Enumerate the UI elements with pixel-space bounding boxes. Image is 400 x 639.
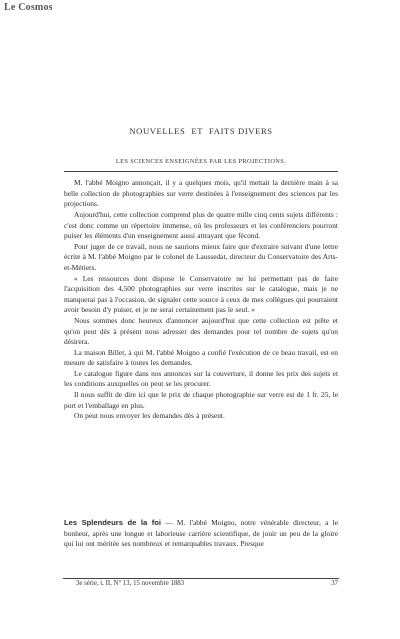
splendeurs-lead: Les Splendeurs de la foi [64,518,161,527]
paragraph-3: Pour juger de ce travail, nous ne saurions mieux faire que d'extraire suivant d'une lettre écrite à M. l'abbé Moigno par le colonel de Laussedat, directeur du Conservatoire des Arts-et-Métiers. [64,241,338,272]
page-number: 37 [331,580,338,587]
article-subheading: LES SCIENCES ENSEIGNÉES PAR LES PROJECTIONS. [115,157,287,165]
section-title-left: NOUVELLES [129,126,186,136]
section-title-middle: ET [191,126,204,136]
page-footer [64,580,338,587]
paragraph-1: M. l'abbé Moigno annonçait, il y a quelques mois, qu'il mettait la dernière main à sa belle collection de photographies sur verre destinées à l'enseignement des sciences par les projections. [64,178,338,209]
section-title-right: FAITS DIVERS [209,126,273,136]
paragraph-4: « Les ressources dont dispose le Conservatoire ne lui permettant pas de faire l'acquisition des 4,500 photographies sur verre inscrites sur le catalogue, mais je ne manquerai pas à l'occasion, de signaler cette source à ceux de mes collègues qui pourraient avoir besoin d'y puiser, et je ne serai certainement pas le seul. » [64,273,338,315]
paragraph-2: Aujourd'hui, cette collection comprend plus de quatre mille cinq cents sujets différents : c'est donc comme un répertoire immense, où les professeurs et les conférenciers pourront puiser les éléments d'un enseignement aussi attrayant que fécond. [64,209,338,241]
journal-logo: Le Cosmos [4,2,53,13]
footer-reference: 3e série, t. II, N° 13, 15 novembre 1883 [76,580,185,587]
splendeurs-paragraph [64,518,338,550]
paragraph-5: Nous sommes donc heureux d'annoncer aujourd'hui que cette collection est prête et qu'on peut dès à présent nous adresser des demandes pour tel nombre de sujets qu'on désirera. [64,315,338,347]
splendeurs-article [64,518,338,550]
section-title [64,126,338,137]
paragraph-9: On peut nous envoyer les demandes dès à présent. [74,411,225,421]
subheading-rule [64,171,338,172]
paragraph-7: Le catalogue figure dans nos annonces sur la couverture, il donne les prix des sujets et les conditions auxquelles on peut se les procurer. [64,368,338,389]
footer-rule [63,578,339,579]
paragraph-6: La maison Billet, à qui M. l'abbé Moigno a confié l'exécution de ce beau travail, est en mesure de satisfaire à toutes les demandes. [64,347,338,368]
paragraph-8: Il nous suffit de dire ici que le prix de chaque photographie sur verre est de 1 fr. 25, le port et l'emballage en plus. [64,390,338,410]
page-body [64,118,338,549]
splendeurs-text: — M. l'abbé Moigno, notre vénérable directeur, a le bonheur, après une longue et laborieuse carrière scientifique, de jouir un peu de la gloire qui lui ont méritée ses nombreux et remarquables travaux. Presque [64,518,338,549]
